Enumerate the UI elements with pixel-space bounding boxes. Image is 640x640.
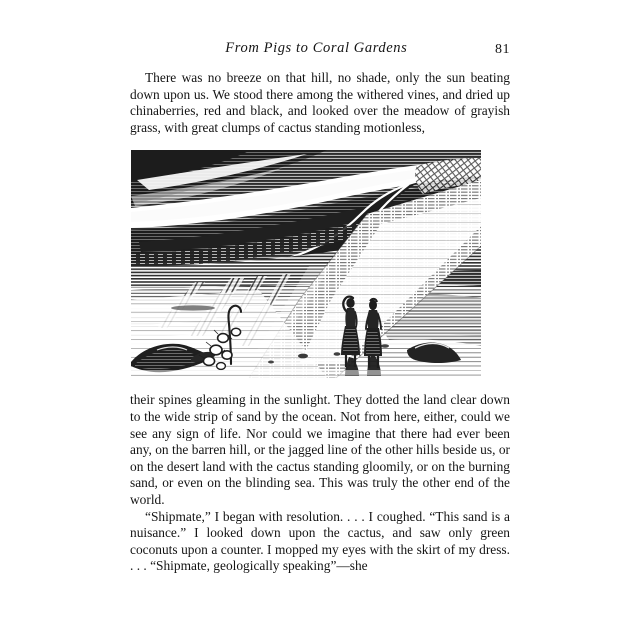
stone-2 xyxy=(334,353,341,357)
stone-streak-left xyxy=(171,306,215,311)
figure-right-torso xyxy=(367,310,378,328)
bottom-edge-texture xyxy=(131,370,481,378)
text-block-below-illustration xyxy=(130,392,510,575)
engraving-canvas xyxy=(131,150,481,378)
figure-left-head xyxy=(346,298,354,308)
figure-left-dress-texture xyxy=(343,328,358,353)
paragraph: their spines gleaming in the sunlight. They dotted the land clear down to the wide strip of sand by the ocean. Not from here, either, could we see any sign of life. Nor could we imagine that there had ever been any, on the barren hill, or the jagged line of the other hills beside us, or on the desert land with the cactus standing gloomily, or on the burning sand, or even on the blinding sea. This was truly the other end of the world. xyxy=(130,392,510,507)
text-block-above-illustration xyxy=(130,70,510,136)
cactus-pad-6 xyxy=(217,363,226,370)
paragraph: “Shipmate,” I began with resolution. . . . I coughed. “This sand is a nuisance.” I looked down upon the cactus, and saw only green coconuts upon a counter. I mopped my eyes with the skirt of my dress. . . . “Shipmate, geologically speaking”—she xyxy=(130,508,510,574)
cactus-pad-5 xyxy=(203,357,214,366)
stone-1 xyxy=(298,354,308,359)
cactus-pad-2 xyxy=(231,329,240,337)
cactus-pad-1 xyxy=(218,334,229,343)
cactus-pad-4 xyxy=(222,351,232,359)
page-number: 81 xyxy=(495,42,510,57)
cactus-pad-3 xyxy=(210,346,222,356)
stone-3 xyxy=(268,361,274,364)
page-content-column xyxy=(130,40,510,575)
stone-4 xyxy=(381,345,389,348)
paragraph: There was no breeze on that hill, no shade, only the sun beating down upon us. We stood there among the withered vines, and dried up chinaberries, red and black, and looked over the meadow of grayish grass, with great clumps of cactus standing motionless, xyxy=(130,70,510,135)
illustration-wood-engraving xyxy=(131,150,481,378)
running-head xyxy=(130,40,510,64)
running-head-title: From Pigs to Coral Gardens xyxy=(225,40,408,56)
